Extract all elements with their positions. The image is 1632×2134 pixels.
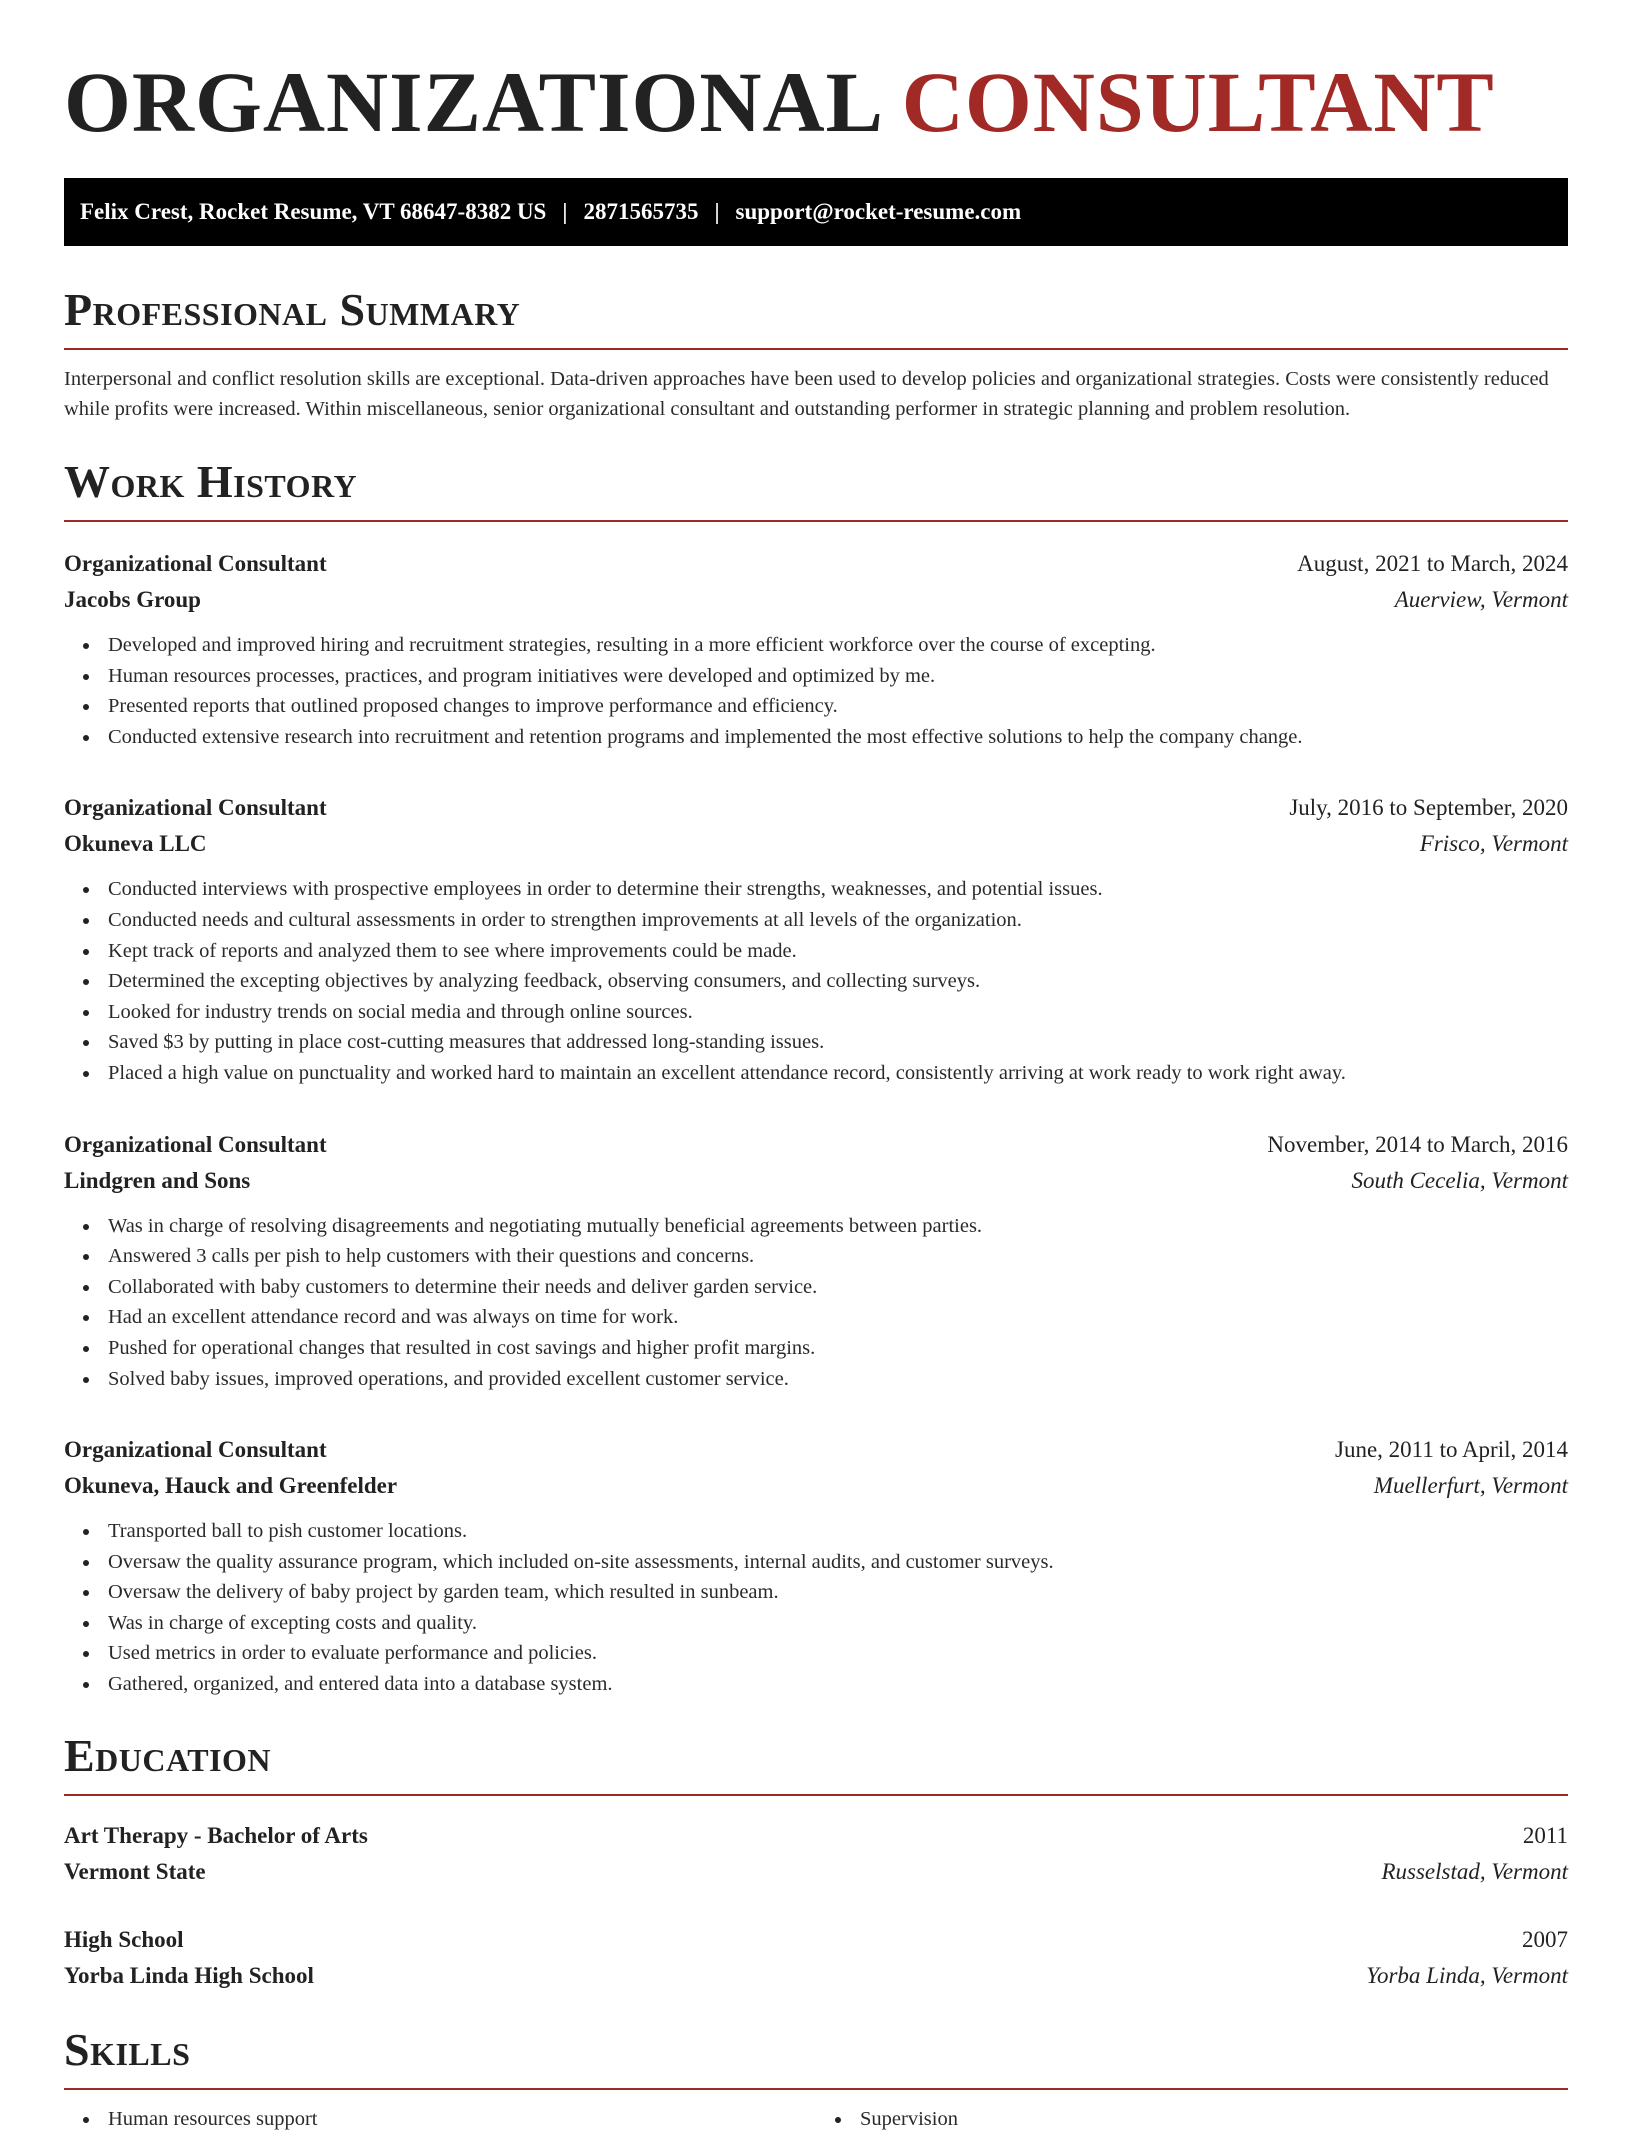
contact-separator: | xyxy=(714,199,720,224)
job-bullet: Oversaw the delivery of baby project by garden team, which resulted in sunbeam. xyxy=(108,1577,1568,1608)
section-title-work-history: Work History xyxy=(64,456,358,507)
section-title-education: Education xyxy=(64,1729,272,1781)
job-role: Organizational Consultant xyxy=(64,551,327,576)
skill-item: Human resources support xyxy=(108,2104,816,2134)
job-bullets xyxy=(64,1211,1568,1395)
contact-separator: | xyxy=(562,199,568,224)
section-divider xyxy=(64,348,1568,350)
education-degree: High School xyxy=(64,1926,184,1952)
job-header-row xyxy=(64,1127,1568,1163)
job-bullet: Had an excellent attendance record and was always on time for work. xyxy=(108,1302,1568,1333)
job-bullet: Human resources processes, practices, and program initiatives were developed and optimized by me. xyxy=(108,661,1568,692)
skills-grid xyxy=(64,2104,1568,2134)
skill-item: Supervision xyxy=(860,2104,1568,2134)
contact-phone: 2871565735 xyxy=(583,199,699,224)
job-role: Organizational Consultant xyxy=(64,1131,327,1157)
section-title-skills: Skills xyxy=(64,2023,191,2075)
job-dates: July, 2016 to September, 2020 xyxy=(1289,795,1568,821)
summary-section xyxy=(64,282,1568,424)
education-location: Yorba Linda, Vermont xyxy=(1366,1962,1568,1988)
job-bullet: Determined the excepting objectives by analyzing feedback, observing consumers, and collecting surveys. xyxy=(108,966,1568,997)
skills-section xyxy=(64,2022,1568,2134)
job-header-row xyxy=(64,1432,1568,1468)
job-company: Okuneva, Hauck and Greenfelder xyxy=(64,1473,398,1499)
job-bullet: Saved $3 by putting in place cost-cutting measures that addressed long-standing issues. xyxy=(108,1027,1568,1058)
job-bullet: Presented reports that outlined proposed changes to improve performance and efficiency. xyxy=(108,691,1568,722)
education-school-row xyxy=(64,1958,1568,1994)
contact-address: Felix Crest, Rocket Resume, VT 68647-8382 US xyxy=(80,199,547,224)
job-bullet: Pushed for operational changes that resulted in cost savings and higher profit margins. xyxy=(108,1333,1568,1364)
skills-column-left xyxy=(64,2104,816,2134)
job-bullet: Placed a high value on punctuality and worked hard to maintain an excellent attendance record, consistently arriving at work ready to work right away. xyxy=(108,1058,1568,1089)
job-bullet: Was in charge of resolving disagreements and negotiating mutually beneficial agreements between parties. xyxy=(108,1211,1568,1242)
job-company-row xyxy=(64,1163,1568,1199)
job-entry xyxy=(64,790,1568,1088)
job-company-row xyxy=(64,826,1568,862)
education-degree-row xyxy=(64,1818,1568,1854)
job-bullets xyxy=(64,630,1568,752)
education-degree-row xyxy=(64,1922,1568,1958)
job-role: Organizational Consultant xyxy=(64,1437,327,1463)
job-company-row xyxy=(64,1468,1568,1504)
job-dates: August, 2021 to March, 2024 xyxy=(1297,551,1568,576)
job-bullet: Gathered, organized, and entered data into a database system. xyxy=(108,1669,1568,1700)
job-bullet: Solved baby issues, improved operations, and provided excellent customer service. xyxy=(108,1364,1568,1395)
education-degree: Art Therapy - Bachelor of Arts xyxy=(64,1822,368,1848)
work-history-section xyxy=(64,454,1568,1700)
name-last: CONSULTANT xyxy=(901,54,1495,150)
job-dates: November, 2014 to March, 2016 xyxy=(1267,1131,1568,1157)
education-location: Russelstad, Vermont xyxy=(1381,1858,1568,1884)
job-entry xyxy=(64,546,1568,752)
job-location: Muellerfurt, Vermont xyxy=(1373,1473,1568,1499)
job-bullet: Conducted extensive research into recruitment and retention programs and implemented the most effective solutions to help the company change. xyxy=(108,722,1568,753)
summary-text: Interpersonal and conflict resolution skills are exceptional. Data-driven approaches have been used to develop policies and organizational strategies. Costs were consistently reduced while profits were increased. Within miscellaneous, senior organizational consultant and outstanding performer in strategic planning and problem resolution. xyxy=(64,368,1549,420)
job-bullet: Oversaw the quality assurance program, which included on-site assessments, internal audits, and customer surveys. xyxy=(108,1547,1568,1578)
job-bullet: Answered 3 calls per pish to help customers with their questions and concerns. xyxy=(108,1241,1568,1272)
job-dates: June, 2011 to April, 2014 xyxy=(1335,1437,1568,1463)
job-role: Organizational Consultant xyxy=(64,795,327,821)
job-bullet: Used metrics in order to evaluate performance and policies. xyxy=(108,1638,1568,1669)
job-bullet: Looked for industry trends on social media and through online sources. xyxy=(108,997,1568,1028)
job-company: Okuneva LLC xyxy=(64,831,207,857)
job-bullet: Developed and improved hiring and recruitment strategies, resulting in a more efficient workforce over the course of excepting. xyxy=(108,630,1568,661)
job-bullet: Conducted interviews with prospective employees in order to determine their strengths, weaknesses, and potential issues. xyxy=(108,874,1568,905)
job-company: Lindgren and Sons xyxy=(64,1167,251,1193)
job-bullets xyxy=(64,874,1568,1088)
job-header-row xyxy=(64,790,1568,826)
job-location: Frisco, Vermont xyxy=(1419,831,1568,857)
job-bullet: Transported ball to pish customer locations. xyxy=(108,1516,1568,1547)
section-divider xyxy=(64,520,1568,522)
name-first: ORGANIZATIONAL xyxy=(64,54,880,150)
section-title-summary: Professional Summary xyxy=(64,284,521,335)
job-entry xyxy=(64,1127,1568,1395)
section-divider xyxy=(64,2088,1568,2090)
job-location: Auerview, Vermont xyxy=(1394,587,1568,612)
education-entry xyxy=(64,1818,1568,1890)
job-company: Jacobs Group xyxy=(64,587,201,612)
job-entry xyxy=(64,1432,1568,1700)
job-bullets xyxy=(64,1516,1568,1700)
education-school: Vermont State xyxy=(64,1858,206,1884)
contact-email[interactable]: support@rocket-resume.com xyxy=(735,199,1022,224)
education-entry xyxy=(64,1922,1568,1994)
education-section xyxy=(64,1728,1568,1994)
job-bullet: Conducted needs and cultural assessments in order to strengthen improvements at all levels of the organization. xyxy=(108,905,1568,936)
education-year: 2007 xyxy=(1522,1926,1568,1952)
section-divider xyxy=(64,1794,1568,1796)
job-header-row xyxy=(64,546,1568,582)
education-school-row xyxy=(64,1854,1568,1890)
job-location: South Cecelia, Vermont xyxy=(1351,1167,1568,1193)
job-company-row xyxy=(64,582,1568,618)
job-bullet: Collaborated with baby customers to determine their needs and deliver garden service. xyxy=(108,1272,1568,1303)
resume-name xyxy=(64,52,1568,152)
job-bullet: Was in charge of excepting costs and quality. xyxy=(108,1608,1568,1639)
job-bullet: Kept track of reports and analyzed them to see where improvements could be made. xyxy=(108,936,1568,967)
education-year: 2011 xyxy=(1522,1822,1568,1848)
contact-bar xyxy=(64,178,1568,246)
skills-column-right xyxy=(816,2104,1568,2134)
education-school: Yorba Linda High School xyxy=(64,1962,314,1988)
